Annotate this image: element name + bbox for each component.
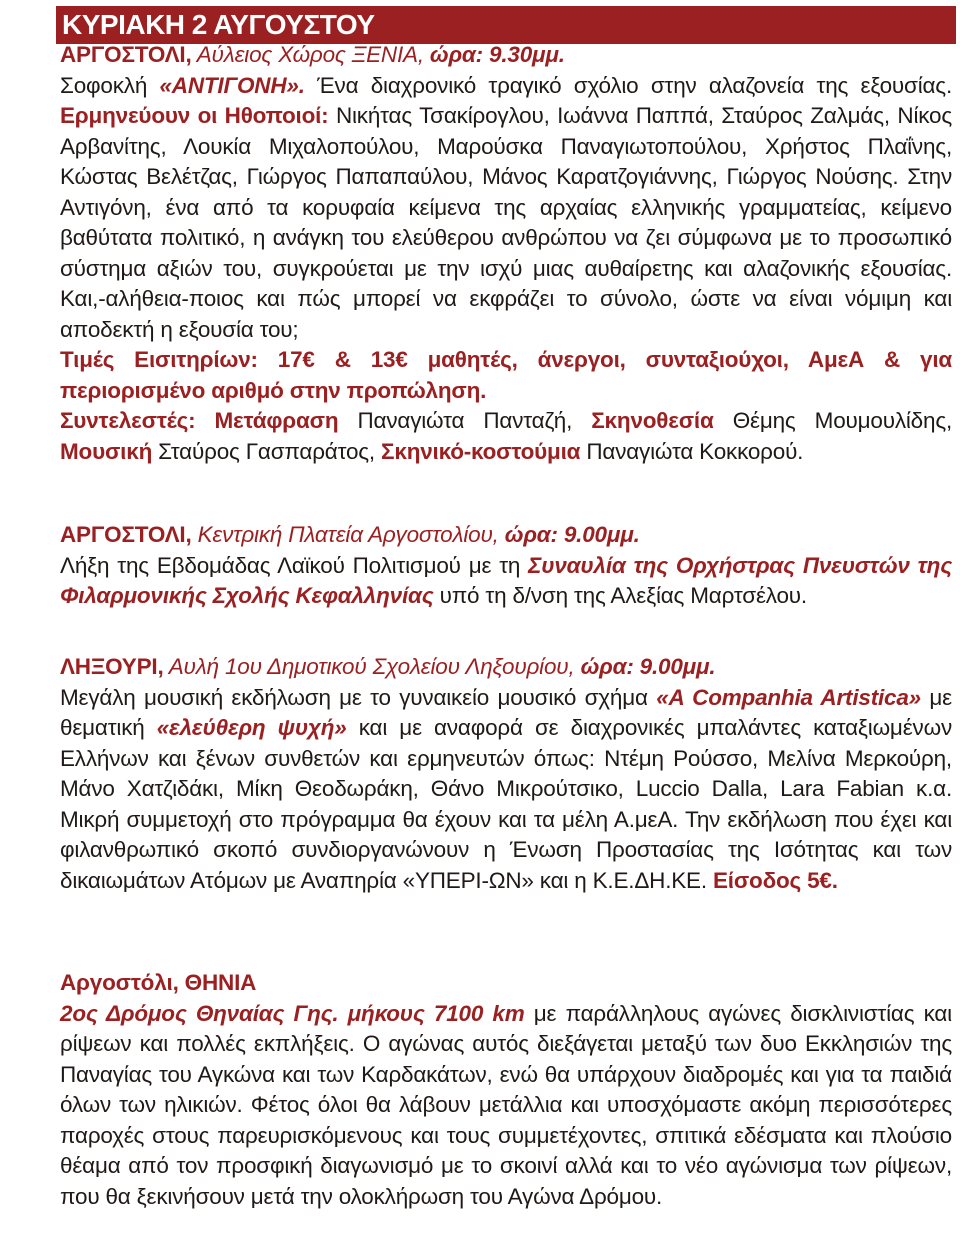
event-companhia-text [60,652,952,896]
event-description: Μεγάλη μουσική εκδήλωση με το γυναικείο μουσικό σχήμα [60,684,657,710]
sets-label: Σκηνικό-κοστούμια [381,438,581,464]
event-antigone-text [60,40,952,467]
event-band-concert [60,520,952,612]
event-description-rest: και με αναφορά σε διαχρονικές μπαλάντες καταξιωμένων Ελλήνων και ξένων συνθετών και ερμηνευτών όπως: Ντέμη Ρούσσο, Μελίνα Μερκούρη, Μάνο Χατζιδάκι, Μίκη Θεοδωράκη, Θάνο Μικρούτσικο, Luccio Dalla, Lara Fabian κ.α. Μικρή συμμετοχή στο πρόγραμμα θα έχουν και τα μέλη Α.μεΑ. Την εκδήλωση που έχει και φιλανθρωπικό σκοπό συνδιοργανώνουν η Ένωση Προστασίας της Ισότητας και των δικαιωμάτων Ατόμων με Αναπηρία «ΥΠΕΡΙ-ΩΝ» και η Κ.Ε.ΔΗ.ΚΕ. [60,715,952,893]
music-name: Σταύρος Γασπαράτος, [152,438,382,464]
music-label: Μουσική [60,438,153,464]
cast-label: Ερμηνεύουν οι Ηθοποιοί: [60,103,329,128]
tickets-info: 17€ & 13€ μαθητές, άνεργοι, συνταξιούχοι, ΑμεΑ & για περιορισμένο αριθμό στην προπώληση. [60,347,952,403]
tickets-label: Τιμές Εισιτηρίων: [60,347,258,372]
event-place: ΛΗΞΟΥΡΙ, [60,654,164,679]
event-band-concert-text [60,520,952,612]
race-title: 2ος Δρόμος Θηναίας Γης. μήκους 7100 km [60,1000,525,1026]
event-place: ΑΡΓΟΣΤΟΛΙ, [60,42,192,67]
event-description-mid: με θεματική [60,684,952,740]
race-description: με παράλληλους αγώνες δισκλινιστίας και ρίψεων και πολλές εκπλήξεις. Ο αγώνας αυτός διεξάγεται μεταξύ των δυο Εκκλησιών της Παναγίας του Αγκώνα και των Καρδακάτων, ενώ θα υπάρχουν διαδρομές και για τα παιδιά όλων των ηλικιών. Φέτος όλοι θα λάβουν μετάλλια και υποσχόμαστε ακόμη περισσότερες παροχές στους παρευρισκόμενους και τους συμμετέχοντες, σπιτικά εδέσματα και πλούσιο θέαμα από τον προσφική διαγωνισμό με το σκοινί αλλά και το νέο αγώνισμα των ρίψεων, που θα ξεκινήσουν μετά την ολοκλήρωση του Αγώνα Δρόμου. [60,1000,952,1209]
event-time: ώρα: 9.00μμ. [504,522,640,547]
event-venue: Κεντρική Πλατεία Αργοστολίου, [191,522,505,547]
date-banner [56,6,956,44]
direction-label: Σκηνοθεσία [591,408,714,433]
event-place: Αργοστόλι, ΘΗΝΙΑ [60,970,257,995]
event-race [60,968,952,1212]
play-synopsis: Στην Αντιγόνη, ένα από τα κορυφαία κείμενα της αρχαίας ελληνικής γραμματείας, κείμενο βαθύτατα πολιτικό, η ανάγκη του ελεύθερου ανθρώπου να ζει σύμφωνα με το προσωπικό σύστημα αξιών του, συγκρούεται με την ισχύ μιας αυθαίρετης και αλαζονικής εξουσίας. Και,-αλήθεια-ποιος και πώς μπορεί να εκφράζει το σύνολο, ώστε να είναι νόμιμη και αποδεκτή η εξουσία του; [60,164,952,342]
play-title: «ΑΝΤΙΓΟΝΗ». [159,72,305,98]
sets-name: Παναγιώτα Κοκκορού. [580,438,804,464]
event-race-text [60,968,952,1212]
direction-name: Θέμης Μουμουλίδης, [713,408,953,433]
event-description: Λήξη της Εβδομάδας Λαϊκού Πολιτισμού με τη [60,552,529,578]
concert-theme: «ελεύθερη ψυχή» [156,715,347,740]
event-time: ώρα: 9.00μμ. [580,654,716,679]
event-place: ΑΡΓΟΣΤΟΛΙ, [60,522,192,547]
date-title: ΚΥΡΙΑΚΗ 2 ΑΥΓΟΥΣΤΟΥ [62,9,375,40]
event-description-end: υπό τη δ/νση της Αλεξίας Μαρτσέλου. [433,583,807,608]
credits-label: Συντελεστές: [60,408,196,433]
event-time: ώρα: 9.30μμ. [429,42,565,67]
group-name: «A Companhia Artistica» [656,684,921,710]
entry-fee: Είσοδος 5€. [712,867,838,893]
event-companhia [60,652,952,896]
translation-name: Παναγιώτα Πανταζή, [338,408,592,433]
translation-label: Μετάφραση [195,408,339,433]
concert-highlight: Συναυλία της Ορχήστρας Πνευστών της Φιλαρμονικής Σχολής Κεφαλληνίας [60,552,952,608]
play-description: Ένα διαχρονικό τραγικό σχόλιο στην αλαζονεία της εξουσίας. [304,72,952,98]
cast-list: Νικήτας Τσακίρογλου, Ιωάννα Παππά, Σταύρος Ζαλμάς, Νίκος Αρβανίτης, Λουκία Μιχαλοπούλου, Μαρούσκα Παναγιωτοπούλου, Χρήστος Πλαΐνης, Κώστας Βελέτζας, Γιώργος Παπαπαύλου, Μάνος Καρατζογιάννης, Γιώργος Νούσης. [60,103,952,189]
play-author: Σοφοκλή [60,72,160,98]
event-antigone [60,40,952,467]
event-venue: Αυλή 1ου Δημοτικού Σχολείου Ληξουρίου, [163,654,581,679]
event-venue: Αύλειος Χώρος ΞΕΝΙΑ, [191,42,430,67]
